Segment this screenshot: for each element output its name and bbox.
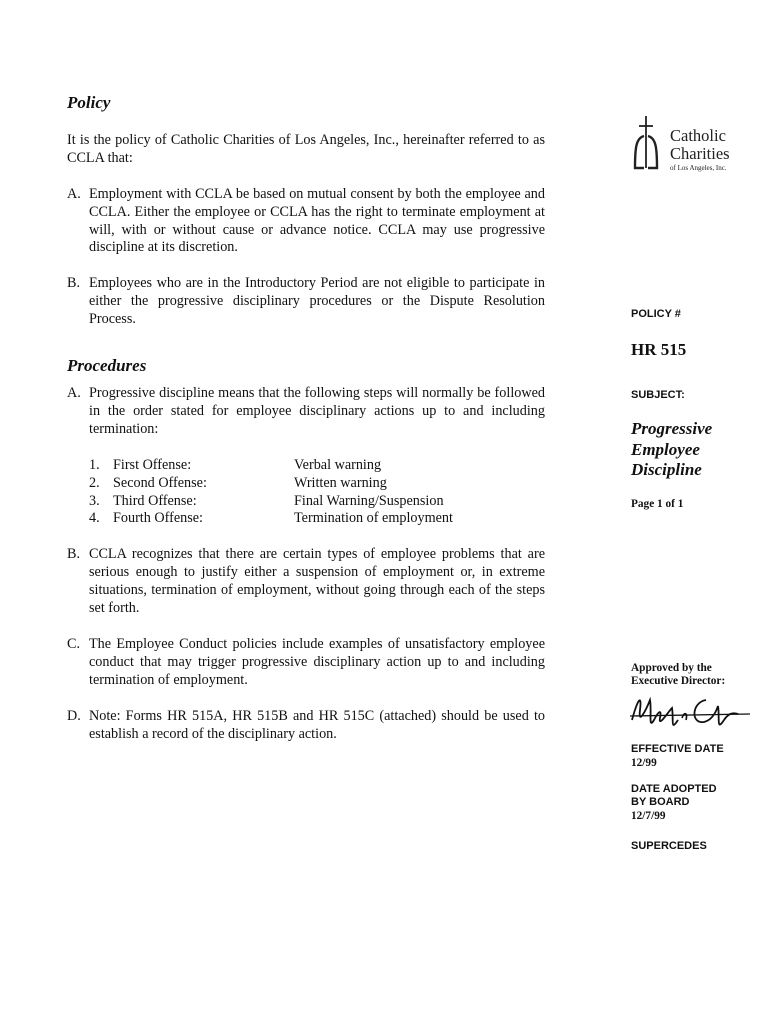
item-label: A. xyxy=(67,384,81,401)
procedure-item-c xyxy=(67,636,545,690)
page-number: Page 1 of 1 xyxy=(631,498,684,510)
step-row xyxy=(89,457,545,475)
date-adopted-label-1: DATE ADOPTED xyxy=(631,783,717,795)
procedure-item-b xyxy=(67,546,545,618)
step-number: 1. xyxy=(89,456,100,473)
catholic-charities-logo xyxy=(633,116,743,176)
policy-number: HR 515 xyxy=(631,340,687,359)
procedure-item-d xyxy=(67,708,545,744)
logo-line-1: Catholic xyxy=(670,126,726,145)
step-offense: Fourth Offense: xyxy=(113,510,203,527)
step-action: Verbal warning xyxy=(294,456,382,473)
policy-number-label: POLICY # xyxy=(631,308,681,320)
policy-heading: Policy xyxy=(67,93,111,112)
discipline-steps xyxy=(89,457,545,529)
step-row xyxy=(89,493,545,511)
step-action: Termination of employment xyxy=(294,510,453,527)
effective-date-value: 12/99 xyxy=(631,757,657,769)
supercedes-label: SUPERCEDES xyxy=(631,840,707,852)
item-text: Employees who are in the Introductory Period are not eligible to participate in either the progressive disciplinary procedures or the Dispute Resolution Process. xyxy=(89,275,545,328)
item-text: The Employee Conduct policies include examples of unsatisfactory employee conduct that may trigger progressive disciplinary action up to and including termination of employment. xyxy=(89,635,545,688)
procedure-item-a xyxy=(67,385,545,439)
item-text: Employment with CCLA be based on mutual consent by both the employee and CCLA. Either the employee or CCLA has the right to terminate employment at will, with or without cause or advance notice. CCLA may use progressive discipline at its discretion. xyxy=(89,185,545,256)
step-action: Final Warning/Suspension xyxy=(294,492,444,509)
subject-label: SUBJECT: xyxy=(631,389,685,401)
logo-line-2: Charities xyxy=(670,144,730,163)
subject-line-3: Discipline xyxy=(631,460,702,479)
policy-intro: It is the policy of Catholic Charities of Los Angeles, Inc., hereinafter referred to as CCLA that: xyxy=(67,131,545,166)
subject-line-2: Employee xyxy=(631,440,700,459)
date-adopted-value: 12/7/99 xyxy=(631,810,666,822)
main-column xyxy=(67,94,545,743)
item-text: CCLA recognizes that there are certain types of employee problems that are serious enough to justify either a suspension of employment or, in extreme situations, termination of employment, without going through each of the steps set forth. xyxy=(89,546,545,617)
step-row xyxy=(89,475,545,493)
step-offense: Third Offense: xyxy=(113,492,197,509)
effective-date-label: EFFECTIVE DATE xyxy=(631,743,724,755)
item-text: Note: Forms HR 515A, HR 515B and HR 515C (attached) should be used to establish a record of the disciplinary action. xyxy=(89,707,545,742)
item-label: B. xyxy=(67,275,81,292)
step-number: 3. xyxy=(89,492,100,509)
step-row xyxy=(89,510,545,528)
approved-line-2: Executive Director: xyxy=(631,675,726,687)
procedures-heading: Procedures xyxy=(67,356,147,376)
item-label: D. xyxy=(67,707,81,724)
logo-line-3: of Los Angeles, Inc. xyxy=(670,164,727,172)
step-offense: First Offense: xyxy=(113,456,192,473)
item-label: C. xyxy=(67,635,81,652)
step-offense: Second Offense: xyxy=(113,474,207,491)
date-adopted-label-2: BY BOARD xyxy=(631,796,690,808)
policy-item-a xyxy=(67,186,545,258)
item-label: B. xyxy=(67,546,81,563)
item-label: A. xyxy=(67,185,81,202)
policy-item-b xyxy=(67,275,545,329)
executive-director-signature xyxy=(628,690,752,734)
item-text: Progressive discipline means that the following steps will normally be followed in the order stated for employee disciplinary actions up to and including termination: xyxy=(89,384,545,437)
step-number: 2. xyxy=(89,474,100,491)
approved-line-1: Approved by the xyxy=(631,662,712,674)
subject-line-1: Progressive xyxy=(631,419,713,438)
cross-icon xyxy=(633,116,667,176)
step-number: 4. xyxy=(89,510,100,527)
step-action: Written warning xyxy=(294,474,387,491)
